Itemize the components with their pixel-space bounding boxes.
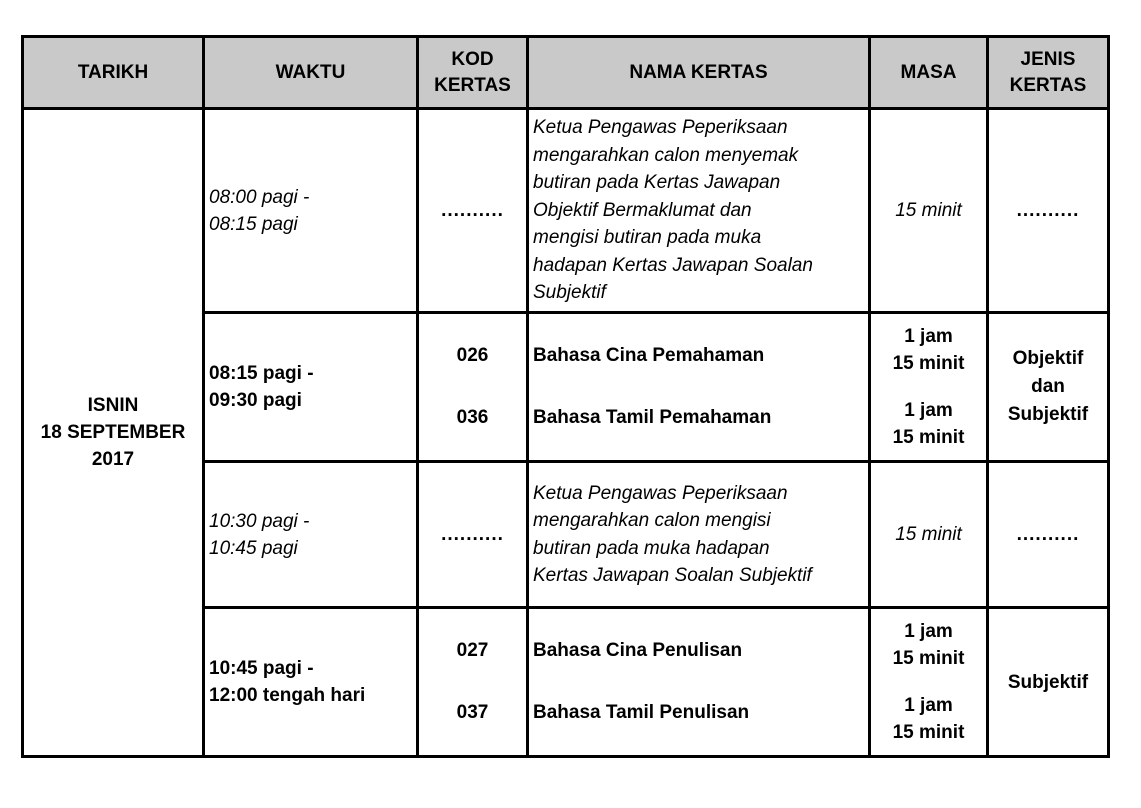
nama-line: butiran pada muka hadapan xyxy=(533,537,770,559)
tarikh-cell xyxy=(23,109,204,757)
nama-cell xyxy=(528,608,870,757)
kod-cell: .......... xyxy=(418,462,528,608)
header-row xyxy=(23,37,1109,109)
kod-cell: .......... xyxy=(418,109,528,313)
jenis-line: Subjektif xyxy=(1007,404,1089,425)
masa-line: 15 minit xyxy=(892,648,965,669)
header-kod-line2: KERTAS xyxy=(434,74,511,96)
nama-line: mengisi butiran pada muka xyxy=(533,227,762,249)
nama-cell xyxy=(528,109,870,313)
masa-cell xyxy=(870,313,988,462)
nama-line: mengarahkan calon mengisi xyxy=(533,510,771,531)
header-kod-kertas xyxy=(418,37,528,109)
waktu-start: 10:45 pagi - xyxy=(209,658,314,679)
kod-value: 037 xyxy=(456,702,489,723)
jenis-cell: Subjektif xyxy=(988,608,1109,757)
nama-line: mengarahkan calon menyemak xyxy=(533,144,799,166)
table-row xyxy=(23,109,1109,313)
kod-value: 026 xyxy=(456,345,489,366)
waktu-end: 08:15 pagi xyxy=(209,213,298,235)
waktu-end: 09:30 pagi xyxy=(209,390,302,411)
waktu-start: 08:15 pagi - xyxy=(209,363,314,384)
header-jenis-kertas xyxy=(988,37,1109,109)
header-jenis-line2: KERTAS xyxy=(1009,74,1087,96)
masa-cell xyxy=(870,608,988,757)
waktu-end: 10:45 pagi xyxy=(209,537,298,559)
nama-line: hadapan Kertas Jawapan Soalan xyxy=(533,254,813,276)
masa-line: 15 minit xyxy=(892,427,965,448)
waktu-cell xyxy=(204,109,418,313)
waktu-end: 12:00 tengah hari xyxy=(209,685,366,706)
kod-value: 027 xyxy=(456,640,489,661)
jenis-line: dan xyxy=(1031,376,1065,397)
jenis-cell: .......... xyxy=(988,462,1109,608)
header-masa: MASA xyxy=(870,37,988,109)
header-waktu: WAKTU xyxy=(204,37,418,109)
masa-cell: 15 minit xyxy=(870,109,988,313)
tarikh-date: 18 SEPTEMBER xyxy=(40,422,186,443)
kod-cell xyxy=(418,608,528,757)
waktu-start: 08:00 pagi - xyxy=(209,186,310,208)
nama-line: Objektif Bermaklumat dan xyxy=(533,199,752,221)
jenis-cell: .......... xyxy=(988,109,1109,313)
nama-line: Ketua Pengawas Peperiksaan xyxy=(533,117,788,139)
masa-line: 1 jam xyxy=(904,621,953,642)
nama-value: Bahasa Cina Pemahaman xyxy=(533,345,765,366)
nama-line: Kertas Jawapan Soalan Subjektif xyxy=(533,565,812,586)
header-kod-line1: KOD xyxy=(451,48,494,70)
nama-value: Bahasa Cina Penulisan xyxy=(533,640,743,661)
exam-schedule-table xyxy=(21,35,1110,758)
masa-line: 1 jam xyxy=(904,326,953,347)
masa-line: 15 minit xyxy=(892,353,965,374)
waktu-start: 10:30 pagi - xyxy=(209,510,310,532)
nama-line: Subjektif xyxy=(533,282,606,304)
jenis-cell xyxy=(988,313,1109,462)
nama-line: Ketua Pengawas Peperiksaan xyxy=(533,482,788,504)
nama-cell xyxy=(528,462,870,608)
waktu-cell xyxy=(204,313,418,462)
tarikh-year: 2017 xyxy=(91,449,135,470)
masa-line: 15 minit xyxy=(892,722,965,743)
header-jenis-line1: JENIS xyxy=(1020,48,1076,70)
waktu-cell xyxy=(204,608,418,757)
tarikh-day: ISNIN xyxy=(87,395,139,416)
nama-cell xyxy=(528,313,870,462)
nama-value: Bahasa Tamil Pemahaman xyxy=(533,407,772,428)
waktu-cell xyxy=(204,462,418,608)
jenis-line: Objektif xyxy=(1012,348,1084,369)
nama-line: butiran pada Kertas Jawapan xyxy=(533,172,781,194)
masa-cell: 15 minit xyxy=(870,462,988,608)
header-tarikh: TARIKH xyxy=(23,37,204,109)
masa-line: 1 jam xyxy=(904,695,953,716)
kod-value: 036 xyxy=(456,407,489,428)
header-nama-kertas: NAMA KERTAS xyxy=(528,37,870,109)
masa-line: 1 jam xyxy=(904,400,953,421)
kod-cell xyxy=(418,313,528,462)
nama-value: Bahasa Tamil Penulisan xyxy=(533,702,750,723)
